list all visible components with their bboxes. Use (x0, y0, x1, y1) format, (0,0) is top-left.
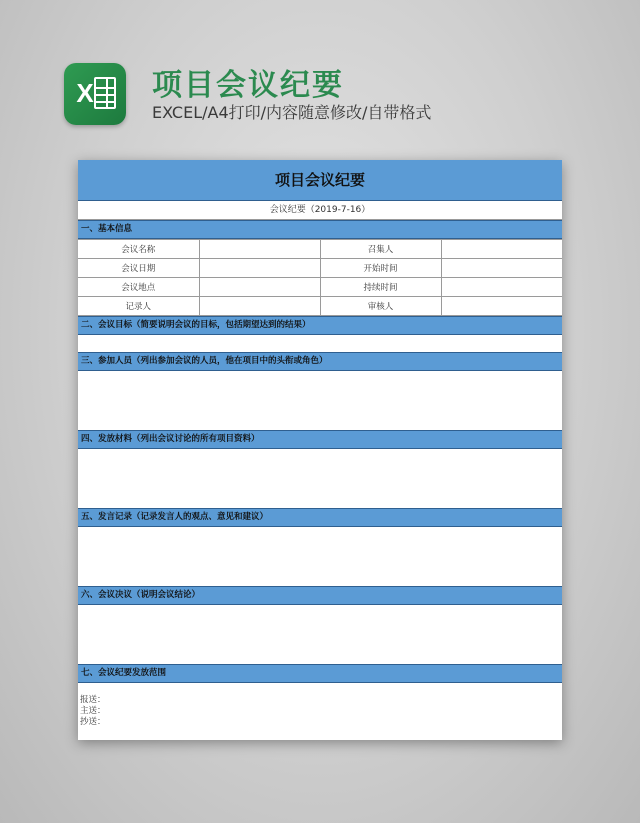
section-attendees: 三、参加人员（列出参加会议的人员，他在项目中的头衔或角色） (78, 352, 562, 371)
info-label: 审核人 (320, 297, 441, 316)
excel-icon: X (64, 63, 126, 125)
info-value[interactable] (199, 297, 320, 316)
section-distribution: 七、会议纪要发放范围 (78, 664, 562, 683)
basic-info-table (78, 239, 562, 316)
sheet-title: 项目会议纪要 (78, 160, 562, 201)
table-row (78, 278, 562, 297)
spreadsheet-preview (78, 160, 562, 740)
info-value[interactable] (199, 259, 320, 278)
section-materials: 四、发放材料（列出会议讨论的所有项目资料） (78, 430, 562, 449)
section-meeting-goal: 二、会议目标（简要说明会议的目标，包括期望达到的结果） (78, 316, 562, 335)
sheet-date-line: 会议纪要（2019-7-16） (78, 201, 562, 220)
info-label: 召集人 (320, 240, 441, 259)
info-label: 记录人 (78, 297, 199, 316)
meeting-goal-area[interactable] (78, 335, 562, 352)
info-value[interactable] (441, 240, 562, 259)
section-resolutions: 六、会议决议（说明会议结论） (78, 586, 562, 605)
info-label: 会议名称 (78, 240, 199, 259)
info-label: 会议地点 (78, 278, 199, 297)
info-label: 开始时间 (320, 259, 441, 278)
table-row (78, 297, 562, 316)
info-value[interactable] (199, 278, 320, 297)
header (0, 0, 640, 140)
page-subtitle: EXCEL/A4打印/内容随意修改/自带格式 (152, 103, 432, 122)
speech-records-area[interactable] (78, 527, 562, 586)
info-label: 会议日期 (78, 259, 199, 278)
resolutions-area[interactable] (78, 605, 562, 664)
info-value[interactable] (441, 259, 562, 278)
section-speech-records: 五、发言记录（记录发言人的观点、意见和建议） (78, 508, 562, 527)
table-row (78, 240, 562, 259)
list-item: 报送： (80, 695, 106, 705)
distribution-list (78, 683, 562, 728)
info-value[interactable] (441, 297, 562, 316)
info-value[interactable] (199, 240, 320, 259)
table-row (78, 259, 562, 278)
attendees-area[interactable] (78, 371, 562, 430)
info-label: 持续时间 (320, 278, 441, 297)
page-title: 项目会议纪要 (152, 68, 344, 103)
section-basic-info: 一、基本信息 (78, 220, 562, 239)
info-value[interactable] (441, 278, 562, 297)
materials-area[interactable] (78, 449, 562, 508)
list-item: 抄送： (80, 717, 106, 727)
list-item: 主送： (80, 706, 106, 716)
